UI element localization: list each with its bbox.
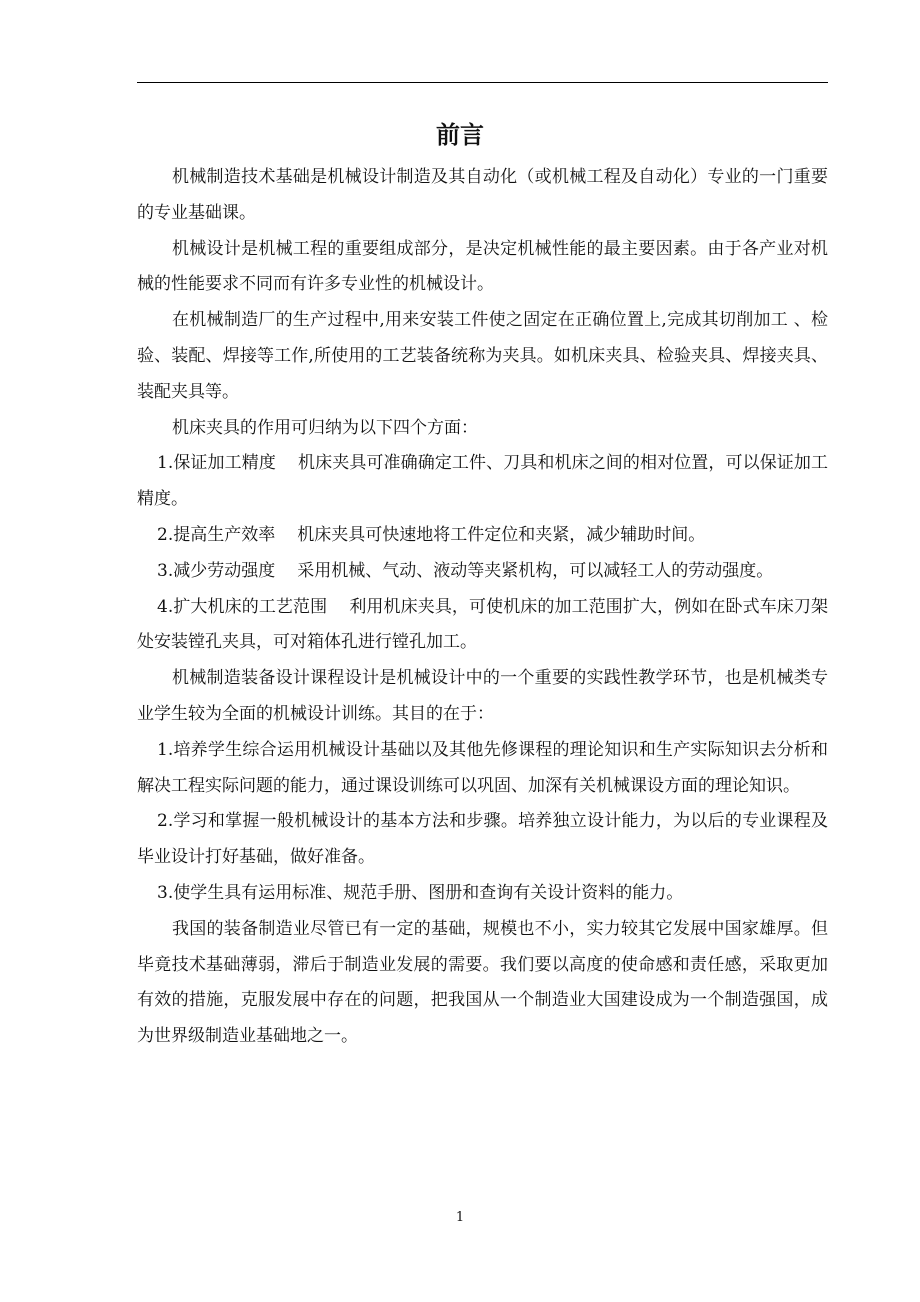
list-item [137,518,828,554]
list-item [137,446,828,518]
paragraph-text: 机械设计是机械工程的重要组成部分，是决定机械性能的最主要因素。由于各产业对机械的性能要求不同而有许多专业性的机械设计。 [137,238,828,295]
paragraph-text: 机床夹具可准确确定工件、刀具和机床之间的相对位置，可以保证加工精度。 [137,453,828,510]
paragraph-text: 2.学习和掌握一般机械设计的基本方法和步骤。培养独立设计能力，为以后的专业课程及毕业设计打好基础，做好准备。 [137,811,828,868]
list-item [137,590,828,662]
paragraph-text: 1.培养学生综合运用机械设计基础以及其他先修课程的理论知识和生产实际知识去分析和解决工程实际问题的能力，通过课设训练可以巩固、加深有关机械课设方面的理论知识。 [137,739,828,796]
list-item-lead: 2.提高生产效率 [157,524,276,545]
paragraph [137,661,828,733]
paragraph [137,232,828,304]
list-item [137,804,828,876]
list-item-lead: 3.减少劳动强度 [157,560,276,581]
document-body [137,160,828,1055]
page-title: 前言 [436,121,484,149]
paragraph-text: 机械制造装备设计课程设计是机械设计中的一个重要的实践性教学环节，也是机械类专业学生较为全面的机械设计训练。其目的在于： [137,668,828,724]
paragraph-text: 机床夹具可快速地将工件定位和夹紧，减少辅助时间。 [297,524,706,545]
paragraph [137,160,828,232]
paragraph-text: 采用机械、气动、液动等夹紧机构，可以减轻工人的劳动强度。 [297,560,774,581]
page-number: 1 [455,1210,465,1225]
paragraph-text: 机械制造技术基础是机械设计制造及其自动化（或机械工程及自动化）专业的一门重要的专业基础课。 [137,167,828,223]
paragraph-text: 我国的装备制造业尽管已有一定的基础，规模也不小，实力较其它发展中国家雄厚。但毕竟技术基础薄弱，滞后于制造业发展的需要。我们要以高度的使命感和责任感，采取更加有效的措施，克服发展中存在的问题，把我国从一个制造业大国建设成为一个制造强国，成为世界级制造业基础地之一。 [137,918,828,1047]
list-item [137,876,828,912]
paragraph [137,411,828,447]
paragraph-text: 3.使学生具有运用标准、规范手册、图册和查询有关设计资料的能力。 [157,882,684,903]
paragraph-text: 机床夹具的作用可归纳为以下四个方面： [172,417,478,438]
list-item [137,733,828,805]
list-item-lead: 1.保证加工精度 [157,453,276,474]
header-rule [137,82,828,83]
paragraph-text: 在机械制造厂的生产过程中,用来安装工件使之固定在正确位置上,完成其切削加工 、检验、装配、焊接等工作,所使用的工艺装备统称为夹具。如机床夹具、检验夹具、焊接夹具、装配夹具等。 [137,310,828,402]
paragraph [137,303,828,410]
paragraph [137,912,828,1055]
list-item [137,554,828,590]
list-item-lead: 4.扩大机床的工艺范围 [157,596,328,617]
paragraph-text: 利用机床夹具，可使机床的加工范围扩大，例如在卧式车床刀架处安装镗孔夹具，可对箱体孔进行镗孔加工。 [137,596,828,653]
